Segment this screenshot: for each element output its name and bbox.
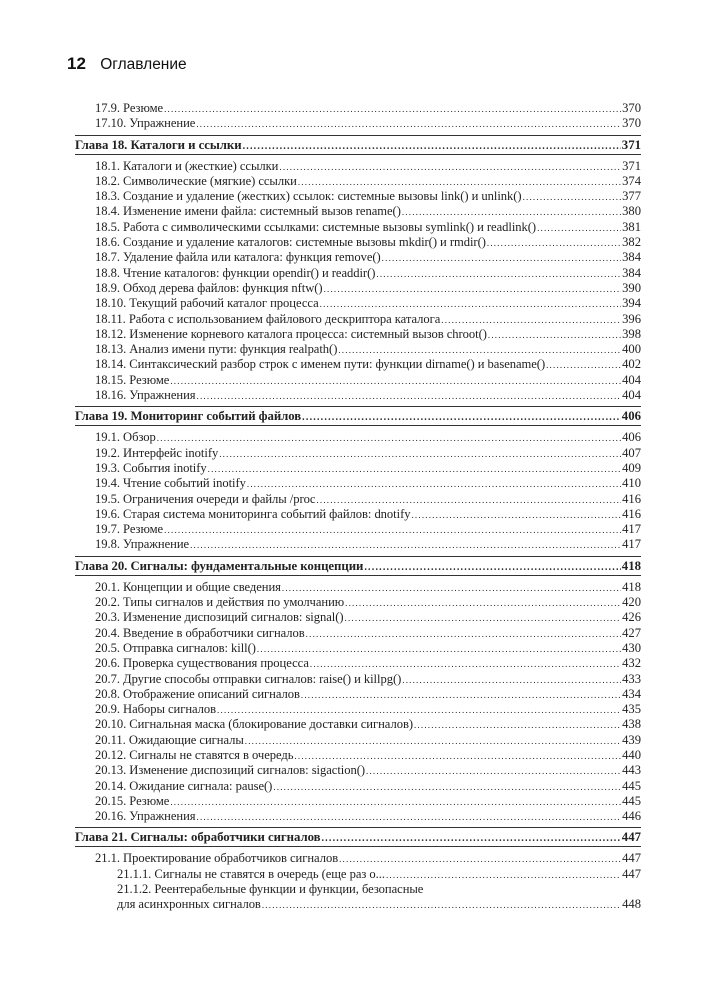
toc-entry-title: 18.16. Упражнения — [95, 388, 196, 403]
toc-entry-title: 20.9. Наборы сигналов — [95, 702, 217, 717]
toc-entry-title: 20.2. Типы сигналов и действия по умолчанию — [95, 595, 345, 610]
toc-entry-title: 18.15. Резюме — [95, 372, 170, 387]
toc-entry-row[interactable] — [75, 159, 641, 174]
toc-entry-row[interactable] — [75, 174, 641, 189]
dot-leader — [196, 116, 621, 131]
dot-leader — [294, 748, 621, 763]
dot-leader — [523, 189, 622, 204]
toc-entry-row[interactable] — [75, 476, 641, 491]
toc-page-number: 410 — [622, 476, 641, 491]
toc-page-number: 440 — [622, 747, 641, 762]
dot-leader — [282, 580, 621, 595]
toc-page-number: 390 — [622, 280, 641, 295]
toc-page-number: 406 — [622, 430, 641, 445]
dot-leader — [411, 507, 621, 522]
toc-page-number: 447 — [622, 866, 641, 881]
dot-leader — [364, 557, 620, 575]
toc-entry-title: 19.4. Чтение событий inotify — [95, 476, 246, 491]
toc-page-number: 377 — [622, 189, 641, 204]
dot-leader — [338, 342, 621, 357]
toc-entry-title: 19.6. Старая система мониторинга событий файлов: dnotify — [95, 506, 411, 521]
dot-leader — [306, 626, 621, 641]
toc-page-number: 381 — [622, 219, 641, 234]
toc-entry-title: Глава 19. Мониторинг событий файлов — [75, 409, 302, 424]
toc-entry-row[interactable] — [75, 851, 641, 866]
toc-entry-title: 19.2. Интерфейс inotify — [95, 445, 219, 460]
chapter-heading-block — [75, 135, 641, 155]
dot-leader — [320, 296, 621, 311]
toc-page-number: 445 — [622, 778, 641, 793]
toc-page-number: 430 — [622, 640, 641, 655]
toc-page-number: 416 — [622, 506, 641, 521]
toc-entry-title: 20.14. Ожидание сигнала: pause() — [95, 778, 273, 793]
toc-chapter-row[interactable] — [75, 557, 641, 575]
toc-page-number: 443 — [622, 763, 641, 778]
toc-entry-title: 19.7. Резюме — [95, 522, 164, 537]
toc-page-number: 384 — [622, 265, 641, 280]
toc-entry-row[interactable] — [75, 373, 641, 388]
toc-entry-title: 20.6. Проверка существования процесса — [95, 656, 309, 671]
toc-page-number: 404 — [622, 372, 641, 387]
running-head — [67, 54, 187, 74]
dot-leader — [197, 809, 622, 824]
dot-leader — [298, 174, 621, 189]
toc-entry-title: 17.10. Упражнение — [95, 116, 196, 131]
toc-entry-title: Глава 21. Сигналы: обработчики сигналов — [75, 830, 321, 845]
toc-entry-title: 20.4. Введение в обработчики сигналов — [95, 625, 305, 640]
toc-entry-row[interactable] — [75, 312, 641, 327]
toc-page-number: 438 — [622, 717, 641, 732]
toc-page-number: 433 — [622, 671, 641, 686]
toc-entry-row[interactable] — [75, 763, 641, 778]
toc-page-number: 439 — [622, 732, 641, 747]
toc-entry-row[interactable] — [75, 266, 641, 281]
toc-page-number: 417 — [622, 522, 641, 537]
toc-entry-title: 20.12. Сигналы не ставятся в очередь — [95, 747, 294, 762]
toc-entry-title: для асинхронных сигналов — [117, 897, 261, 912]
dot-leader — [402, 672, 621, 687]
dot-leader — [257, 641, 621, 656]
dot-leader — [217, 702, 621, 717]
toc-entry-row[interactable] — [75, 116, 641, 131]
toc-entry-row[interactable] — [75, 357, 641, 372]
toc-entry-row[interactable] — [75, 882, 641, 897]
toc-page-number: 406 — [621, 409, 641, 424]
chapter-heading-block — [75, 827, 641, 847]
dot-leader — [302, 407, 621, 425]
toc-entry-row[interactable] — [75, 794, 641, 809]
dot-leader — [157, 430, 621, 445]
dot-leader — [197, 388, 622, 403]
dot-leader — [310, 656, 621, 671]
toc-entry-title: 18.8. Чтение каталогов: функции opendir() и readdir() — [95, 265, 376, 280]
toc-entry-row[interactable] — [75, 537, 641, 552]
page-number: 12 — [67, 54, 86, 73]
toc-entry-title: 20.13. Изменение диспозиций сигналов: sigaction() — [95, 763, 366, 778]
toc-entry-row[interactable] — [75, 430, 641, 445]
toc-entry-row[interactable] — [75, 492, 641, 507]
toc-entry-row[interactable] — [75, 342, 641, 357]
toc-entry-row[interactable] — [75, 626, 641, 641]
dot-leader — [414, 717, 621, 732]
toc-entry-row[interactable] — [75, 702, 641, 717]
dot-leader — [345, 610, 622, 625]
toc-page-number: 396 — [622, 311, 641, 326]
dot-leader — [279, 159, 621, 174]
toc-entry-row[interactable] — [75, 897, 641, 912]
toc-entry-title: 19.1. Обзор — [95, 430, 156, 445]
toc-entry-title: 18.12. Изменение корневого каталога процесса: системный вызов chroot() — [95, 326, 487, 341]
toc-entry-title: 18.9. Обход дерева файлов: функция nftw() — [95, 280, 323, 295]
toc-entry-title: 18.7. Удаление файла или каталога: функция remove() — [95, 250, 381, 265]
toc-entry-row[interactable] — [75, 220, 641, 235]
toc-page-number: 394 — [622, 296, 641, 311]
dot-leader — [376, 266, 621, 281]
running-head-title: Оглавление — [100, 56, 187, 73]
toc-entry-title: 19.8. Упражнение — [95, 537, 190, 552]
toc-page-number: 371 — [622, 158, 641, 173]
dot-leader — [170, 373, 621, 388]
toc-page-number: 400 — [622, 342, 641, 357]
toc-chapter-row[interactable] — [75, 828, 641, 846]
toc-entry-row[interactable] — [75, 717, 641, 732]
toc-entry-title: 20.11. Ожидающие сигналы — [95, 732, 244, 747]
dot-leader — [537, 220, 621, 235]
toc-page-number: 445 — [622, 793, 641, 808]
dot-leader — [441, 312, 621, 327]
dot-leader — [164, 101, 621, 116]
dot-leader — [247, 476, 621, 491]
toc-page-number: 418 — [621, 558, 641, 573]
toc-page-number: 380 — [622, 204, 641, 219]
dot-leader — [386, 867, 621, 882]
toc-page-number: 398 — [622, 326, 641, 341]
toc-page-number: 370 — [622, 101, 641, 115]
toc-entry-row[interactable] — [75, 595, 641, 610]
toc-page-number: 402 — [622, 357, 641, 372]
toc-entry-title: 21.1.1. Сигналы не ставятся в очередь (еще раз о... — [117, 866, 385, 881]
toc-entry-row[interactable] — [75, 281, 641, 296]
toc-entry-row[interactable] — [75, 867, 641, 882]
toc-entry-row[interactable] — [75, 189, 641, 204]
toc-page-number: 418 — [622, 579, 641, 594]
dot-leader — [339, 851, 621, 866]
dot-leader — [273, 779, 621, 794]
toc-entry-row[interactable] — [75, 327, 641, 342]
toc-entry-row[interactable] — [75, 672, 641, 687]
dot-leader — [546, 357, 621, 372]
toc-entry-title: 20.8. Отображение описаний сигналов — [95, 686, 300, 701]
toc-page-number: 434 — [622, 686, 641, 701]
toc-entry-title: 20.3. Изменение диспозиций сигналов: signal() — [95, 610, 344, 625]
toc-entry-title: 19.5. Ограничения очереди и файлы /proc — [95, 491, 316, 506]
toc-entry-title: 18.5. Работа с символическими ссылками: системные вызовы symlink() и readlink() — [95, 219, 537, 234]
toc-page-number: 407 — [622, 445, 641, 460]
toc-entry-row[interactable] — [75, 733, 641, 748]
toc-page-number: 435 — [622, 702, 641, 717]
toc-entry-title: 20.7. Другие способы отправки сигналов: raise() и killpg() — [95, 671, 402, 686]
toc-entry-row[interactable] — [75, 296, 641, 311]
chapter-heading-block — [75, 556, 641, 576]
dot-leader — [324, 281, 622, 296]
toc-entry-row[interactable] — [75, 461, 641, 476]
toc-page-number: 382 — [622, 235, 641, 250]
toc-page-number: 447 — [622, 851, 641, 866]
toc-entry-row[interactable] — [75, 250, 641, 265]
dot-leader — [345, 595, 621, 610]
toc-entry-row[interactable] — [75, 748, 641, 763]
toc-entry-row[interactable] — [75, 101, 641, 116]
toc-entry-row[interactable] — [75, 809, 641, 824]
toc-page-number: 416 — [622, 491, 641, 506]
toc-entry-row[interactable] — [75, 204, 641, 219]
toc-entry-row[interactable] — [75, 779, 641, 794]
dot-leader — [301, 687, 621, 702]
toc-entry-title: 21.1. Проектирование обработчиков сигналов — [95, 851, 339, 866]
toc-entry-title: 18.14. Синтаксический разбор строк с именем пути: функции dirname() и basename() — [95, 357, 546, 372]
toc-page-number: 420 — [622, 595, 641, 610]
dot-leader — [245, 733, 621, 748]
dot-leader — [316, 492, 621, 507]
toc-entry-title: 20.16. Упражнения — [95, 809, 196, 824]
toc-entry-row[interactable] — [75, 446, 641, 461]
toc-entry-row[interactable] — [75, 235, 641, 250]
toc-page-number: 427 — [622, 625, 641, 640]
toc-entry-title: 18.11. Работа с использованием файлового дескриптора каталога — [95, 311, 441, 326]
toc-entry-title: 19.3. События inotify — [95, 460, 207, 475]
dot-leader — [321, 828, 620, 846]
toc-page-number: 417 — [622, 537, 641, 552]
toc-entry-row[interactable] — [75, 507, 641, 522]
toc-page-number: 374 — [622, 173, 641, 188]
toc-page-number: 446 — [622, 809, 641, 824]
toc-page-number: 371 — [621, 137, 641, 152]
toc-entry-title: 20.10. Сигнальная маска (блокирование доставки сигналов) — [95, 717, 413, 732]
toc-entry-title: 18.10. Текущий рабочий каталог процесса — [95, 296, 319, 311]
dot-leader — [164, 522, 621, 537]
toc-page-number: 404 — [622, 388, 641, 403]
toc-page-number: 426 — [622, 610, 641, 625]
dot-leader — [190, 537, 621, 552]
toc-entry-row[interactable] — [75, 687, 641, 702]
toc-entry-title: 18.1. Каталоги и (жесткие) ссылки — [95, 158, 279, 173]
toc-page-number: 370 — [622, 116, 641, 131]
dot-leader — [487, 235, 621, 250]
toc-entry-title: Глава 18. Каталоги и ссылки — [75, 137, 242, 152]
dot-leader — [488, 327, 621, 342]
toc-entry-row[interactable] — [75, 388, 641, 403]
toc-page-number: 448 — [622, 897, 641, 912]
toc-page-number: 432 — [622, 656, 641, 671]
dot-leader — [402, 204, 621, 219]
toc-entry-title: 18.4. Изменение имени файла: системный вызов rename() — [95, 204, 401, 219]
toc-entry-title: 17.9. Резюме — [95, 101, 164, 115]
toc-entry-title: 18.13. Анализ имени пути: функция realpath() — [95, 342, 338, 357]
dot-leader — [219, 446, 621, 461]
dot-leader — [208, 461, 621, 476]
table-of-contents — [75, 101, 641, 913]
toc-entry-title: 18.2. Символические (мягкие) ссылки — [95, 173, 297, 188]
toc-entry-title: 20.1. Концепции и общие сведения — [95, 579, 281, 594]
toc-entry-title: 20.5. Отправка сигналов: kill() — [95, 640, 256, 655]
toc-page-number: 409 — [622, 460, 641, 475]
toc-entry-row[interactable] — [75, 641, 641, 656]
toc-entry-title: 20.15. Резюме — [95, 793, 170, 808]
toc-entry-row[interactable] — [75, 610, 641, 625]
dot-leader — [170, 794, 621, 809]
toc-entry-row[interactable] — [75, 656, 641, 671]
toc-page-number: 447 — [621, 830, 641, 845]
toc-chapter-row[interactable] — [75, 407, 641, 425]
dot-leader — [262, 897, 621, 912]
toc-entry-title: Глава 20. Сигналы: фундаментальные концепции — [75, 558, 364, 573]
dot-leader — [366, 763, 621, 778]
toc-entry-title: 21.1.2. Реентерабельные функции и функции, безопасные — [117, 882, 424, 897]
toc-entry-row[interactable] — [75, 522, 641, 537]
toc-entry-title: 18.3. Создание и удаление (жестких) ссылок: системные вызовы link() и unlink() — [95, 189, 522, 204]
dot-leader — [382, 250, 621, 265]
toc-chapter-row[interactable] — [75, 136, 641, 154]
toc-page-number: 384 — [622, 250, 641, 265]
toc-entry-title: 18.6. Создание и удаление каталогов: системные вызовы mkdir() и rmdir() — [95, 235, 486, 250]
dot-leader — [243, 136, 621, 154]
chapter-heading-block — [75, 406, 641, 426]
toc-entry-row[interactable] — [75, 580, 641, 595]
